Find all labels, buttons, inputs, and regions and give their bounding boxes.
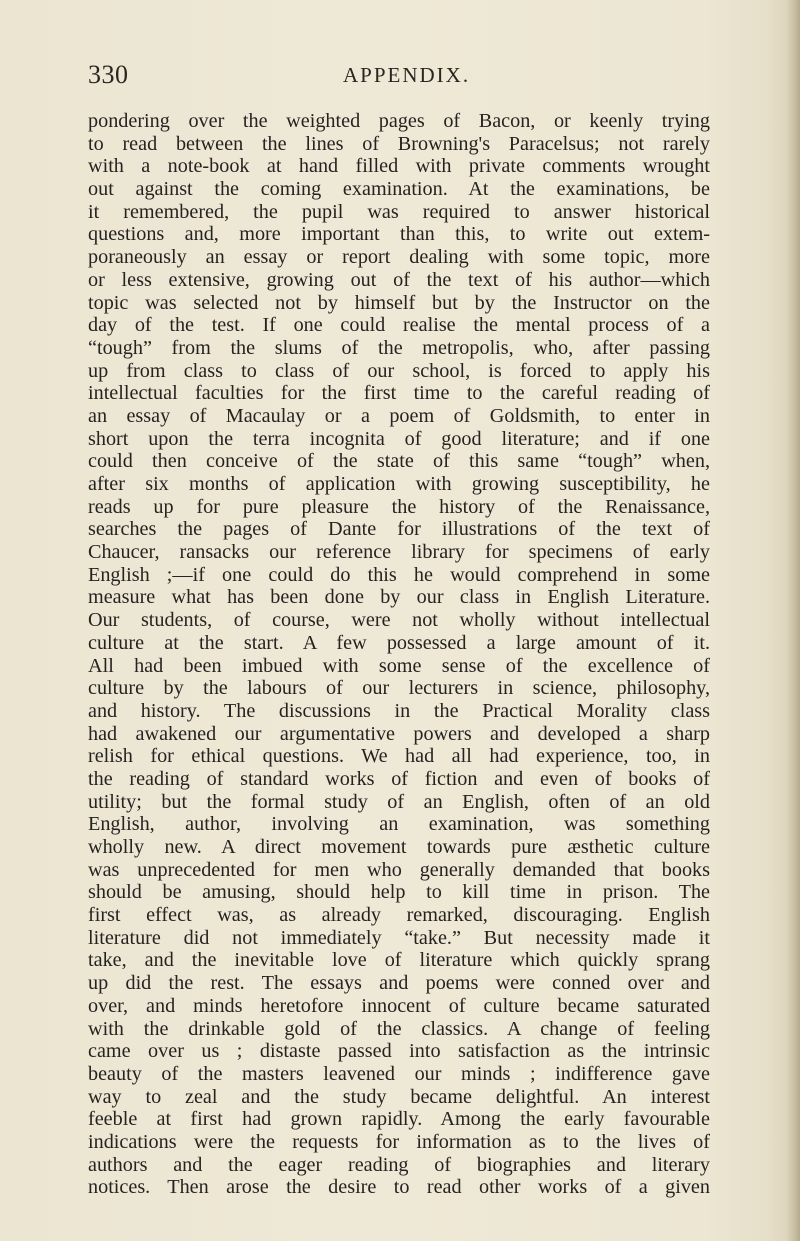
text-line: indications were the requests for information as to the lives of (88, 1130, 710, 1153)
text-line: feeble at first had grown rapidly. Among the early favourable (88, 1108, 710, 1131)
text-line: up did the rest. The essays and poems were conned over and (88, 972, 710, 995)
text-line: could then conceive of the state of this same “tough” when, (88, 450, 710, 473)
text-line: Our students, of course, were not wholly without intellectual (88, 609, 710, 632)
text-line: culture at the start. A few possessed a large amount of it. (88, 631, 710, 654)
text-line: literature did not immediately “take.” But necessity made it (88, 926, 710, 949)
page-number: 330 (88, 60, 129, 89)
text-line: with the drinkable gold of the classics. A change of feeling (88, 1017, 710, 1040)
text-line: All had been imbued with some sense of the excellence of (88, 654, 710, 677)
text-line: way to zeal and the study became delightful. An interest (88, 1085, 710, 1108)
text-line: day of the test. If one could realise the mental process of a (88, 314, 710, 337)
text-line: after six months of application with growing susceptibility, he (88, 473, 710, 495)
text-line: English ;—if one could do this he would comprehend in some (88, 563, 710, 586)
text-line: with a note-book at hand filled with private comments wrought (88, 155, 710, 178)
text-line: and history. The discussions in the Practical Morality class (88, 699, 710, 722)
text-line: relish for ethical questions. We had all had experience, too, in (88, 745, 710, 768)
text-line: out against the coming examination. At the examinations, be (88, 178, 710, 201)
text-line: take, and the inevitable love of literature which quickly sprang (88, 949, 710, 972)
text-line: notices. Then arose the desire to read other works of a given (88, 1176, 710, 1199)
text-line: was unprecedented for men who generally demanded that books (88, 858, 710, 881)
text-line: or less extensive, growing out of the text of his author—which (88, 268, 710, 291)
text-line: intellectual faculties for the first time to the careful reading of (88, 382, 710, 405)
text-line: topic was selected not by himself but by the Instructor on the (88, 291, 710, 314)
text-line: wholly new. A direct movement towards pure æsthetic culture (88, 836, 710, 858)
text-line: came over us ; distaste passed into satisfaction as the intrinsic (88, 1040, 710, 1063)
running-head (0, 60, 800, 100)
text-line: the reading of standard works of fiction and even of books of (88, 767, 710, 790)
text-line: over, and minds heretofore innocent of culture became saturated (88, 994, 710, 1017)
text-line: it remembered, the pupil was required to answer historical (88, 200, 710, 223)
text-line: beauty of the masters leavened our minds ; indifference gave (88, 1062, 710, 1085)
text-line: poraneously an essay or report dealing with some topic, more (88, 246, 710, 269)
text-line: measure what has been done by our class in English Literature. (88, 586, 710, 609)
text-line: first effect was, as already remarked, discouraging. English (88, 904, 710, 927)
text-line: reads up for pure pleasure the history of the Renaissance, (88, 495, 710, 518)
text-line: should be amusing, should help to kill time in prison. The (88, 881, 710, 904)
text-line: questions and, more important than this, to write out extem- (88, 223, 710, 246)
running-title: APPENDIX. (343, 63, 471, 87)
text-line: had awakened our argumentative powers and developed a sharp (88, 722, 710, 745)
text-line: an essay of Macaulay or a poem of Goldsmith, to enter in (88, 404, 710, 427)
text-line: culture by the labours of our lecturers in science, philosophy, (88, 677, 710, 700)
body-text (88, 110, 710, 1199)
text-line: utility; but the formal study of an English, often of an old (88, 790, 710, 813)
text-line: authors and the eager reading of biographies and literary (88, 1153, 710, 1176)
text-line: “tough” from the slums of the metropolis, who, after passing (88, 336, 710, 359)
page-edge-shadow (786, 0, 800, 1241)
text-line: searches the pages of Dante for illustrations of the text of (88, 518, 710, 541)
text-line: Chaucer, ransacks our reference library for specimens of early (88, 541, 710, 564)
text-line: pondering over the weighted pages of Bacon, or keenly trying (88, 110, 710, 132)
text-line: English, author, involving an examination, was something (88, 813, 710, 836)
text-line: up from class to class of our school, is forced to apply his (88, 359, 710, 382)
text-line: short upon the terra incognita of good literature; and if one (88, 427, 710, 450)
text-line: to read between the lines of Browning's Paracelsus; not rarely (88, 132, 710, 155)
